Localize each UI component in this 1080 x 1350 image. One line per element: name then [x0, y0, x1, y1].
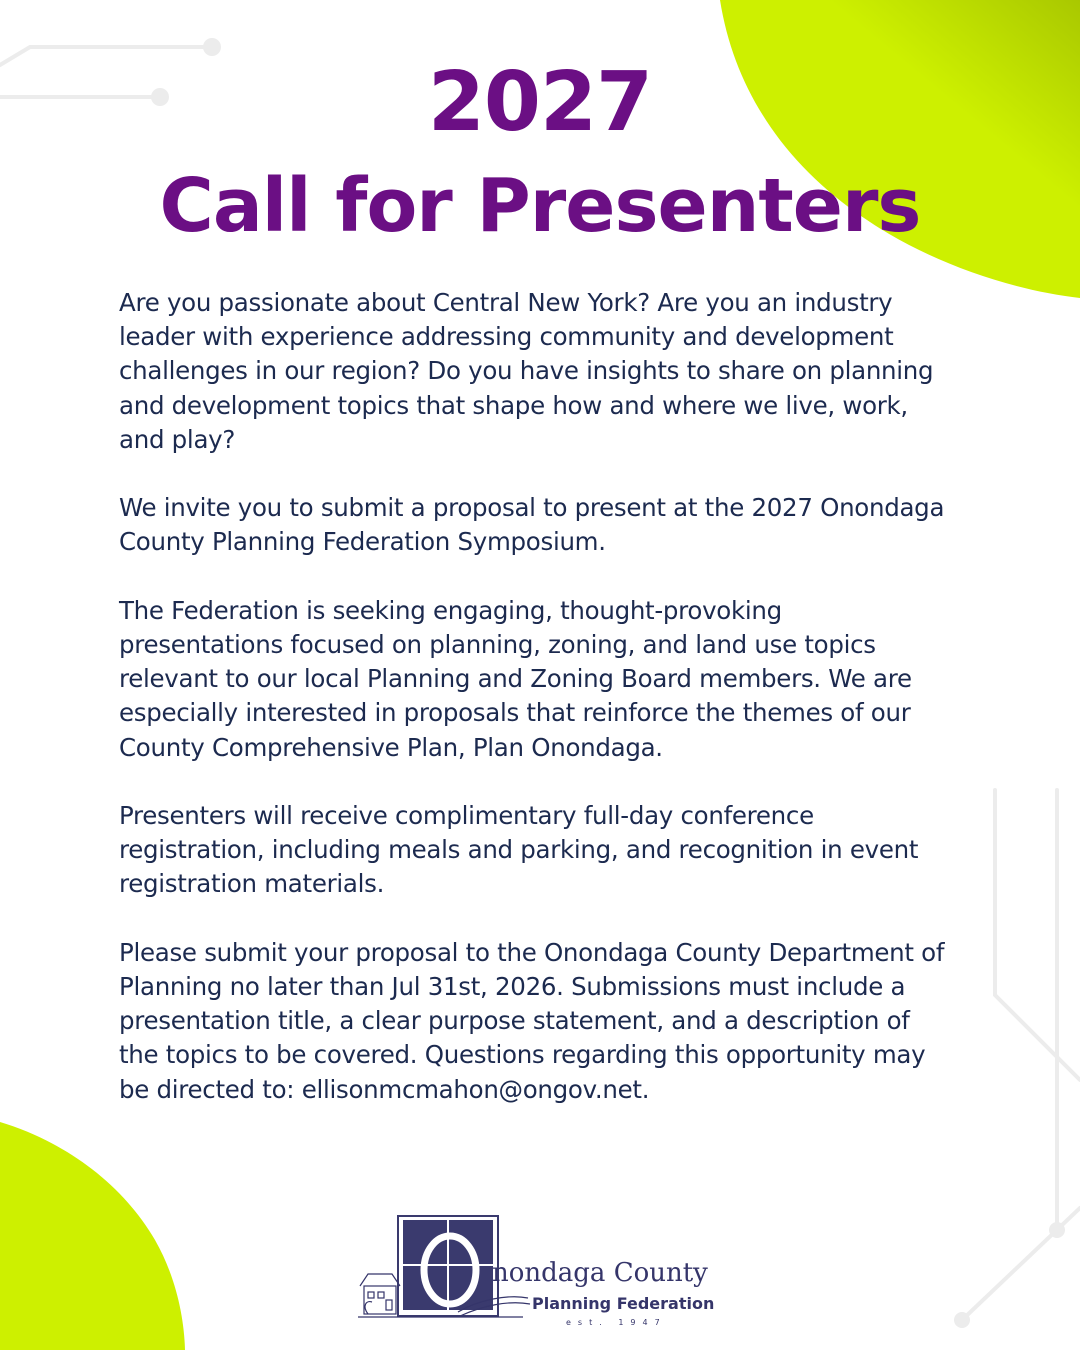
page-title: Call for Presenters	[159, 163, 921, 249]
logo-name: nondaga County	[492, 1258, 708, 1288]
paragraph-intro: Are you passionate about Central New York? Are you an industry leader with experience addressing community and development challenges in our region? Do you have insights to share on planning and development topics that shape how and where we live, work, and play?	[119, 288, 934, 454]
body-text	[119, 286, 949, 1141]
paragraph-seeking: The Federation is seeking engaging, thought-provoking presentations focused on planning, zoning, and land use topics relevant to our local Planning and Zoning Board members. We are especially interested in proposals that reinforce the themes of our County Comprehensive Plan, Plan Onondaga.	[119, 595, 912, 762]
logo-established: est. 1947	[566, 1318, 667, 1327]
paragraph-submission: Please submit your proposal to the Onondaga County Department of Planning no later than Jul 31st, 2026. Submissions must include a presentation title, a clear purpose statement, and a description of the topics to be covered. Questions regarding this opportunity may be directed to: ellisonmcmahon@ongov.net.	[119, 937, 945, 1104]
paragraph-invite: We invite you to submit a proposal to present at the 2027 Onondaga County Planning Federation Symposium.	[119, 493, 945, 557]
paragraph-benefits: Presenters will receive complimentary full-day conference registration, including meals and parking, and recognition in event registration materials.	[119, 801, 919, 899]
logo-subtitle: Planning Federation	[532, 1294, 715, 1313]
onondaga-planning-federation-logo	[358, 1214, 728, 1334]
title-year: 2027	[427, 55, 653, 150]
